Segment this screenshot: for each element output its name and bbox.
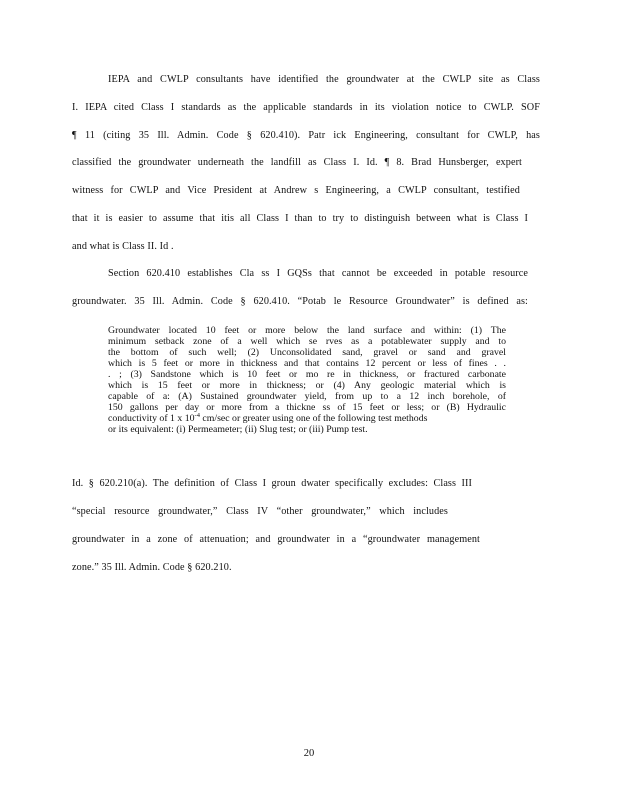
quote-line: or its equivalent: (i) Permeameter; (ii) Slug test; or (iii) Pump test.: [108, 424, 368, 435]
text-line: groundwater in a zone of attenuation; and groundwater in a “groundwater management: [72, 534, 480, 545]
conductivity-text: conductivity of 1 x 10: [108, 413, 195, 424]
text-line: that it is easier to assume that itis all Class I than to try to distinguish between what is Class I: [72, 213, 528, 224]
quote-line: the bottom of such well; (2) Unconsolidated sand, gravel or sand and gravel: [108, 347, 506, 358]
text-line: ¶ 11 (citing 35 Ill. Admin. Code § 620.410). Patr ick Engineering, consultant for CWLP, has: [72, 130, 540, 141]
text-line: and what is Class II. Id .: [72, 241, 174, 252]
quote-line: minimum setback zone of a well which se rves as a potablewater supply and to: [108, 336, 506, 347]
quote-line: capable of a: (A) Sustained groundwater yield, from up to a 12 inch borehole, of: [108, 391, 506, 402]
quote-line: Groundwater located 10 feet or more below the land surface and within: (1) The: [108, 325, 506, 336]
quote-line: 150 gallons per day or more from a thickne ss of 15 feet or less; or (B) Hydraulic: [108, 402, 506, 413]
page-number: 20: [303, 748, 315, 759]
text-line: classified the groundwater underneath the landfill as Class I. Id. ¶ 8. Brad Hunsberger, expert: [72, 157, 522, 168]
text-line: zone.” 35 Ill. Admin. Code § 620.210.: [72, 562, 232, 573]
quote-line: which is 15 feet or more in thickness; or (4) Any geologic material which is: [108, 380, 506, 391]
text-line: Section 620.410 establishes Cla ss I GQSs that cannot be exceeded in potable resource: [108, 268, 528, 279]
text-line: Id. § 620.210(a). The definition of Class I groun dwater specifically excludes: Class III: [72, 478, 472, 489]
text-line: groundwater. 35 Ill. Admin. Code § 620.410. “Potab le Resource Groundwater” is defined as:: [72, 296, 528, 307]
text-line: IEPA and CWLP consultants have identified the groundwater at the CWLP site as Class: [108, 74, 540, 85]
text-line: witness for CWLP and Vice President at Andrew s Engineering, a CWLP consultant, testified: [72, 185, 520, 196]
text-line: I. IEPA cited Class I standards as the applicable standards in its violation notice to CWLP. SOF: [72, 102, 540, 113]
conductivity-rest: cm/sec or greater using one of the following test methods: [199, 413, 428, 424]
quote-line: [108, 413, 506, 424]
conductivity-exponent: -4: [194, 412, 200, 419]
quote-line: . ; (3) Sandstone which is 10 feet or mo re in thickness, or fractured carbonate: [108, 369, 506, 380]
text-line: “special resource groundwater,” Class IV “other groundwater,” which includes: [72, 506, 448, 517]
quote-line: which is 5 feet or more in thickness and that contains 12 percent or less of fines . .: [108, 358, 506, 369]
